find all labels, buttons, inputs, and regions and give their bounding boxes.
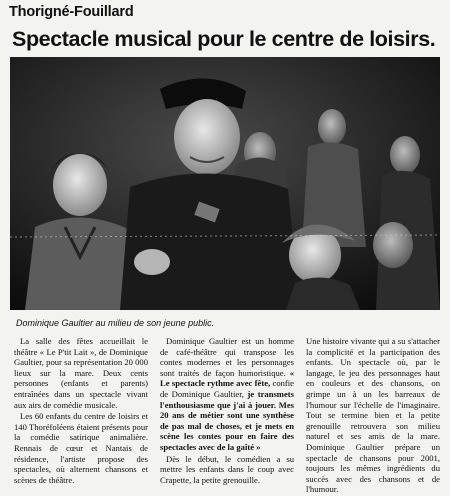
paragraph	[160, 336, 294, 453]
text-run: Dominique Gaultier est un homme de café-théâtre qui transpose les contes modernes et les personnages sont traités de façon humoristique.	[160, 336, 294, 378]
paragraph: La salle des fêtes accueillait le théâtre « Le P'tit Lait », de Dominique Gaultier, pour sa représentation 20 000 lieux sur la mare. Deux cents personnes (enfants et parents) entraînées dans un spectacle vivant aux airs de comédie musicale.	[14, 336, 148, 410]
quote-text: « Le spectacle rythme avec fête,	[160, 367, 294, 389]
section-title: Thorigné-Fouillard	[9, 4, 134, 20]
paragraph: Les 60 enfants du centre de loisirs et 140 Thoréfoléens étaient présents pour la comédie satirique animalière. Rennais de cœur et Nantais de résidence, l'artiste propose des spectacles, où alternent chansons et scènes de théâtre.	[14, 411, 148, 485]
quote-text: je transmets l'enthousiasme que j'ai à jouer. Mes 20 ans de métier sont une synthèse de pas mal de choses, et je mets en scène les contes pour en faire des spectacles avec de la gaîté »	[160, 388, 294, 452]
article-photo	[10, 57, 440, 310]
paragraph: Une histoire vivante qui a su s'attacher la complicité et la participation des enfants. Un spectacle où, par le langage, le jeu des personnages haut en couleurs et des chansons, on grimpe un à un les barreaux de l'humour sur l'échelle de l'imaginaire. Tout se termine bien et la petite grenouille retrouvera son milieu naturel et ses amis de la mare. Dominique Gaultier prépare un spectacle de chansons pour 2001, toujours les mêmes ingrédients du succès avec des chansons et de l'humour.	[306, 336, 440, 495]
article-column-1	[14, 336, 148, 486]
article-column-2	[160, 336, 294, 486]
photo-caption: Dominique Gaultier au milieu de son jeune public.	[16, 318, 215, 328]
text-run: confie de Dominique Gaultier,	[160, 378, 294, 399]
photo-illustration	[10, 57, 440, 310]
headline: Spectacle musical pour le centre de loisirs.	[12, 27, 436, 51]
article-column-3	[306, 336, 440, 496]
paragraph: Dès le début, le comédien a su mettre les enfants dans le coup avec Crapette, la petite grenouille.	[160, 453, 294, 485]
